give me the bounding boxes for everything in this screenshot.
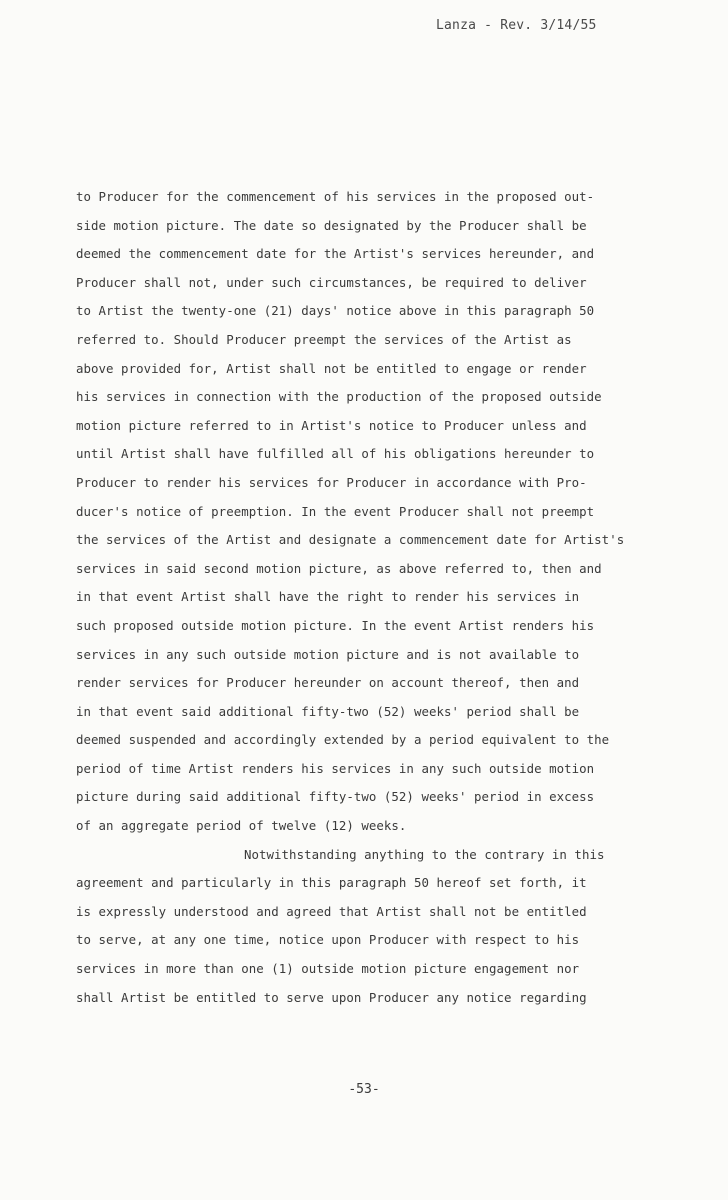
text-line: of an aggregate period of twelve (12) weeks. (76, 818, 407, 834)
text-line: services in any such outside motion picture and is not available to (76, 646, 580, 662)
text-line: to Artist the twenty-one (21) days' notice above in this paragraph 50 (76, 303, 595, 319)
text-line: deemed suspended and accordingly extended by a period equivalent to the (76, 732, 610, 748)
text-line: side motion picture. The date so designated by the Producer shall be (76, 217, 587, 233)
text-line: picture during said additional fifty-two (52) weeks' period in excess (76, 789, 595, 805)
text-line: his services in connection with the production of the proposed outside (76, 389, 602, 405)
text-line: ducer's notice of preemption. In the event Producer shall not preempt (76, 503, 595, 519)
text-line: the services of the Artist and designate a commencement date for Artist's (76, 532, 625, 548)
text-line: is expressly understood and agreed that Artist shall not be entitled (76, 903, 587, 919)
text-line: services in said second motion picture, as above referred to, then and (76, 560, 602, 576)
text-line: period of time Artist renders his services in any such outside motion (76, 760, 595, 776)
text-line: deemed the commencement date for the Artist's services hereunder, and (76, 246, 595, 262)
text-line: services in more than one (1) outside motion picture engagement nor (76, 961, 580, 977)
text-line: agreement and particularly in this paragraph 50 hereof set forth, it (76, 875, 587, 891)
text-line: to serve, at any one time, notice upon Producer with respect to his (76, 932, 580, 948)
text-line: shall Artist be entitled to serve upon Producer any notice regarding (76, 989, 587, 1005)
text-line: in that event Artist shall have the right to render his services in (76, 589, 580, 605)
text-line: such proposed outside motion picture. In the event Artist renders his (76, 617, 595, 633)
text-line: in that event said additional fifty-two (52) weeks' period shall be (76, 703, 580, 719)
text-line: Producer shall not, under such circumstances, be required to deliver (76, 274, 587, 290)
page-number: -53- (348, 1082, 380, 1097)
text-line: motion picture referred to in Artist's notice to Producer unless and (76, 417, 587, 433)
body-text (76, 183, 716, 1012)
text-line: until Artist shall have fulfilled all of his obligations hereunder to (76, 446, 595, 462)
text-line: to Producer for the commencement of his services in the proposed out- (76, 189, 595, 204)
paragraph-first-line: Notwithstanding anything to the contrary in this (244, 846, 605, 862)
text-line: render services for Producer hereunder on account thereof, then and (76, 675, 580, 691)
text-line: above provided for, Artist shall not be entitled to engage or render (76, 360, 587, 376)
text-line: referred to. Should Producer preempt the services of the Artist as (76, 331, 572, 347)
revision-header: Lanza - Rev. 3/14/55 (436, 18, 597, 33)
text-line: Producer to render his services for Producer in accordance with Pro- (76, 474, 587, 490)
